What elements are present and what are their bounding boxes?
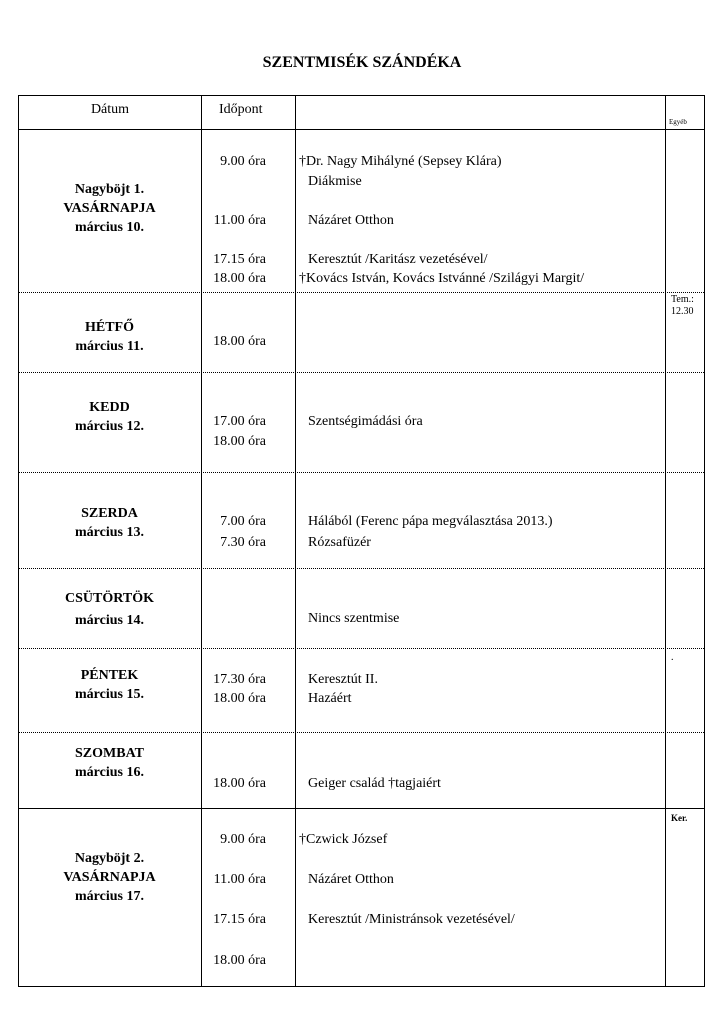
row-separator — [19, 732, 704, 733]
mass-time: 18.00 óra — [213, 776, 266, 791]
mass-time: 17.30 óra — [213, 672, 266, 687]
mass-time: 7.30 óra — [220, 535, 266, 550]
day-name: KEDD — [89, 400, 130, 415]
day-date: március 17. — [75, 889, 144, 904]
day-date: március 11. — [75, 339, 144, 354]
row-separator — [19, 648, 704, 649]
mass-intention: Názáret Otthon — [308, 213, 394, 228]
mass-intention: †Dr. Nagy Mihályné (Sepsey Klára) — [299, 154, 502, 169]
mass-time: 18.00 óra — [213, 691, 266, 706]
mass-intention: Hálából (Ferenc pápa megválasztása 2013.) — [308, 514, 553, 529]
day-name-2: VASÁRNAPJA — [63, 201, 156, 216]
column-divider — [665, 96, 666, 986]
mass-time: 18.00 óra — [213, 434, 266, 449]
row-separator — [19, 808, 704, 809]
mass-time: 17.00 óra — [213, 414, 266, 429]
day-label — [19, 744, 200, 782]
row-separator — [19, 372, 704, 373]
column-divider — [295, 96, 296, 986]
mass-time: 18.00 óra — [213, 334, 266, 349]
other-note: . — [671, 652, 674, 663]
header-time: Időpont — [219, 102, 263, 117]
page-title: SZENTMISÉK SZÁNDÉKA — [262, 54, 462, 71]
mass-intention: Szentségimádási óra — [308, 414, 423, 429]
day-label — [19, 318, 200, 356]
mass-time: 7.00 óra — [220, 514, 266, 529]
mass-intention: Rózsafüzér — [308, 535, 371, 550]
day-name-2: VASÁRNAPJA — [63, 870, 156, 885]
row-separator — [19, 129, 704, 130]
mass-time: 9.00 óra — [220, 832, 266, 847]
mass-intention: Keresztút /Karitász vezetésével/ — [308, 252, 488, 267]
mass-time: 18.00 óra — [213, 953, 266, 968]
day-label — [19, 666, 200, 704]
mass-time: 11.00 óra — [213, 872, 266, 887]
other-note: Tem.: 12.30 — [671, 294, 694, 317]
row-separator — [19, 472, 704, 473]
other-note: Ker. — [671, 813, 688, 823]
day-date: március 14. — [75, 613, 144, 628]
mass-intention: Keresztút II. — [308, 672, 378, 687]
mass-intention: Hazáért — [308, 691, 352, 706]
mass-intention: Diákmise — [308, 174, 362, 189]
day-label — [19, 398, 200, 436]
header-other: Egyéb — [669, 118, 687, 126]
mass-schedule-table — [18, 95, 705, 987]
day-date: március 10. — [75, 220, 144, 235]
day-name: SZERDA — [81, 506, 138, 521]
day-name: Nagyböjt 1. — [74, 182, 145, 197]
day-date: március 13. — [75, 525, 144, 540]
row-separator — [19, 292, 704, 293]
mass-time: 9.00 óra — [220, 154, 266, 169]
mass-time: 17.15 óra — [213, 252, 266, 267]
day-date: március 15. — [75, 687, 144, 702]
mass-time: 17.15 óra — [213, 912, 266, 927]
day-label — [19, 849, 200, 906]
day-name: HÉTFŐ — [84, 320, 134, 335]
day-date: március 12. — [75, 419, 144, 434]
mass-time: 18.00 óra — [213, 271, 266, 286]
day-name: CSÜTÖRTÖK — [65, 591, 154, 606]
day-label — [19, 588, 200, 632]
mass-intention: Názáret Otthon — [308, 872, 394, 887]
day-date: március 16. — [75, 765, 144, 780]
day-label — [19, 504, 200, 542]
mass-intention: †Czwick József — [299, 832, 388, 847]
header-date: Dátum — [90, 102, 130, 117]
mass-intention: Geiger család †tagjaiért — [308, 776, 441, 791]
day-name: Nagyböjt 2. — [74, 851, 145, 866]
day-name: PÉNTEK — [80, 668, 139, 683]
mass-intention: †Kovács István, Kovács Istvánné /Szilágyi Margit/ — [299, 271, 585, 286]
mass-time: 11.00 óra — [213, 213, 266, 228]
row-separator — [19, 568, 704, 569]
mass-intention: Keresztút /Ministránsok vezetésével/ — [308, 912, 515, 927]
day-name: SZOMBAT — [75, 746, 144, 761]
day-label — [19, 180, 200, 237]
mass-intention: Nincs szentmise — [308, 611, 400, 626]
